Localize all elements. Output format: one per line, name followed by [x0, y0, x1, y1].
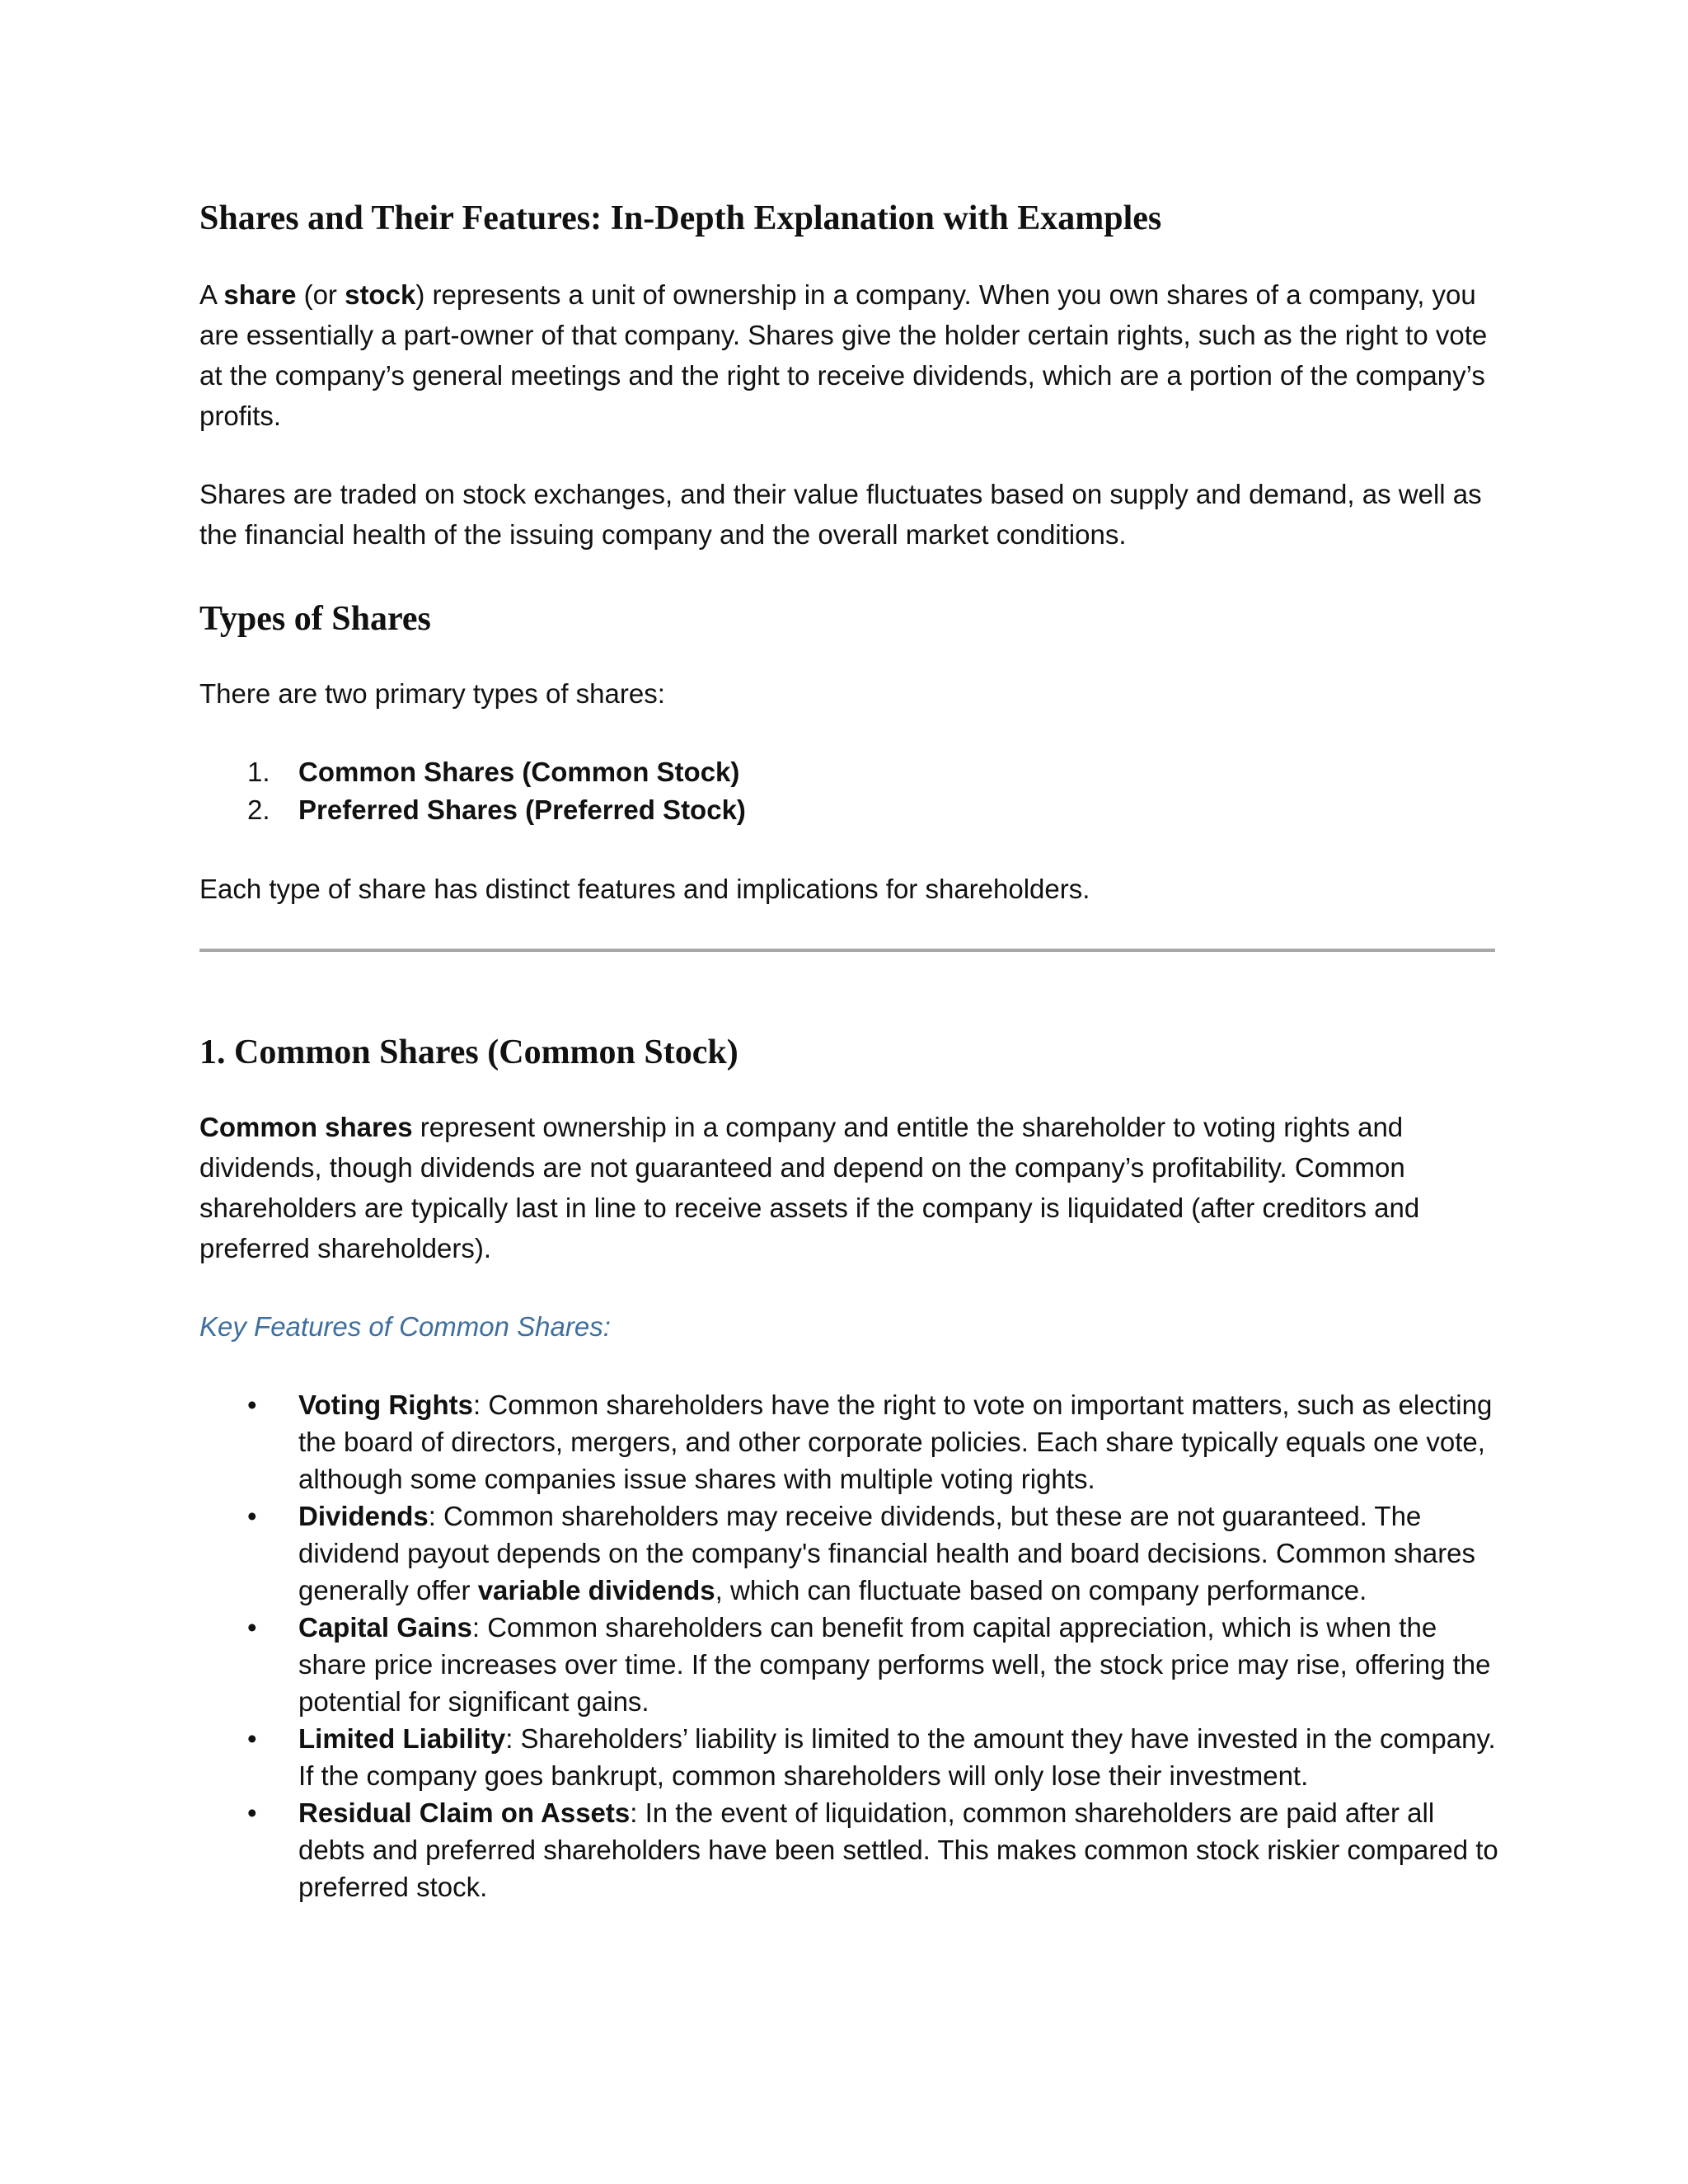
intro-text-1: A — [199, 279, 224, 310]
types-list-item — [199, 753, 1502, 791]
feature-text: : Common shareholders have the right to vote on important matters, such as electing the board of directors, mergers, and other corporate policies. Each share typically equals one vote, although some companies issue shares with multiple voting rights. — [298, 1390, 1493, 1494]
types-item-label: Common Shares (Common Stock) — [298, 757, 740, 787]
intro-text-3: ) represents a unit of ownership in a company. When you own shares of a company, you are essentially a part-owner of that company. Shares give the holder certain rights, such as the right to vote at the company’s general meetings and the right to receive dividends, which are a portion of the company’s profits. — [199, 279, 1488, 431]
features-list — [199, 1386, 1502, 1905]
feature-text-continued: , which can fluctuate based on company performance. — [715, 1575, 1367, 1605]
feature-term: Capital Gains — [298, 1612, 472, 1643]
types-item-label: Preferred Shares (Preferred Stock) — [298, 794, 746, 825]
feature-term: Residual Claim on Assets — [298, 1797, 631, 1828]
feature-term: Limited Liability — [298, 1723, 506, 1754]
intro-text-2: (or — [296, 279, 345, 310]
types-intro: There are two primary types of shares: — [199, 678, 665, 709]
common-shares-heading: 1. Common Shares (Common Stock) — [199, 1033, 738, 1071]
feature-item-capital-gains — [199, 1609, 1502, 1720]
trading-paragraph: Shares are traded on stock exchanges, and their value fluctuates based on supply and demand, as well as the financial health of the issuing company and the overall market conditions. — [199, 479, 1482, 550]
intro-bold-stock: stock — [345, 279, 416, 310]
feature-text: : Common shareholders may receive dividends, but these are not guaranteed. The dividend payout depends on the company's financial health and board decisions. Common shares generally offer — [298, 1501, 1476, 1605]
list-number: 1. — [247, 757, 270, 787]
feature-text: : In the event of liquidation, common shareholders are paid after all debts and preferred shareholders have been settled. This makes common stock riskier compared to preferred stock. — [298, 1797, 1498, 1902]
types-list-item — [199, 791, 1502, 829]
bullet-icon: • — [247, 1501, 257, 1531]
feature-item-voting-rights — [199, 1386, 1502, 1497]
common-shares-text: represent ownership in a company and entitle the shareholder to voting rights and dividends, though dividends are not guaranteed and depend on the company’s profitability. Common shareholders are typically last in line to receive assets if the company is liquidated (after creditors and preferred shareholders). — [199, 1112, 1420, 1263]
types-heading: Types of Shares — [199, 600, 431, 638]
types-list — [199, 753, 1502, 829]
feature-item-dividends — [199, 1497, 1502, 1609]
feature-term: Dividends — [298, 1501, 429, 1531]
common-shares-paragraph — [199, 1107, 1502, 1268]
types-outro: Each type of share has distinct features and implications for shareholders. — [199, 874, 1090, 904]
key-features-heading: Key Features of Common Shares: — [199, 1311, 611, 1342]
intro-paragraph — [199, 274, 1502, 436]
document-body — [199, 194, 1502, 1905]
bullet-icon: • — [247, 1797, 257, 1828]
common-shares-bold: Common shares — [199, 1112, 413, 1142]
feature-bold-variable-dividends: variable dividends — [477, 1575, 715, 1605]
feature-text: : Common shareholders can benefit from capital appreciation, which is when the share price increases over time. If the company performs well, the stock price may rise, offering the potential for significant gains. — [298, 1612, 1491, 1717]
feature-text: : Shareholders’ liability is limited to the amount they have invested in the company. If the company goes bankrupt, common shareholders will only lose their investment. — [298, 1723, 1496, 1791]
feature-item-limited-liability — [199, 1720, 1502, 1794]
horizontal-divider — [199, 949, 1495, 952]
feature-term: Voting Rights — [298, 1390, 474, 1420]
bullet-icon: • — [247, 1390, 257, 1420]
list-number: 2. — [247, 794, 270, 825]
feature-item-residual-claim — [199, 1794, 1502, 1905]
intro-bold-share: share — [223, 279, 297, 310]
document-title: Shares and Their Features: In-Depth Explanation with Examples — [199, 199, 1162, 237]
bullet-icon: • — [247, 1723, 257, 1754]
bullet-icon: • — [247, 1612, 257, 1643]
